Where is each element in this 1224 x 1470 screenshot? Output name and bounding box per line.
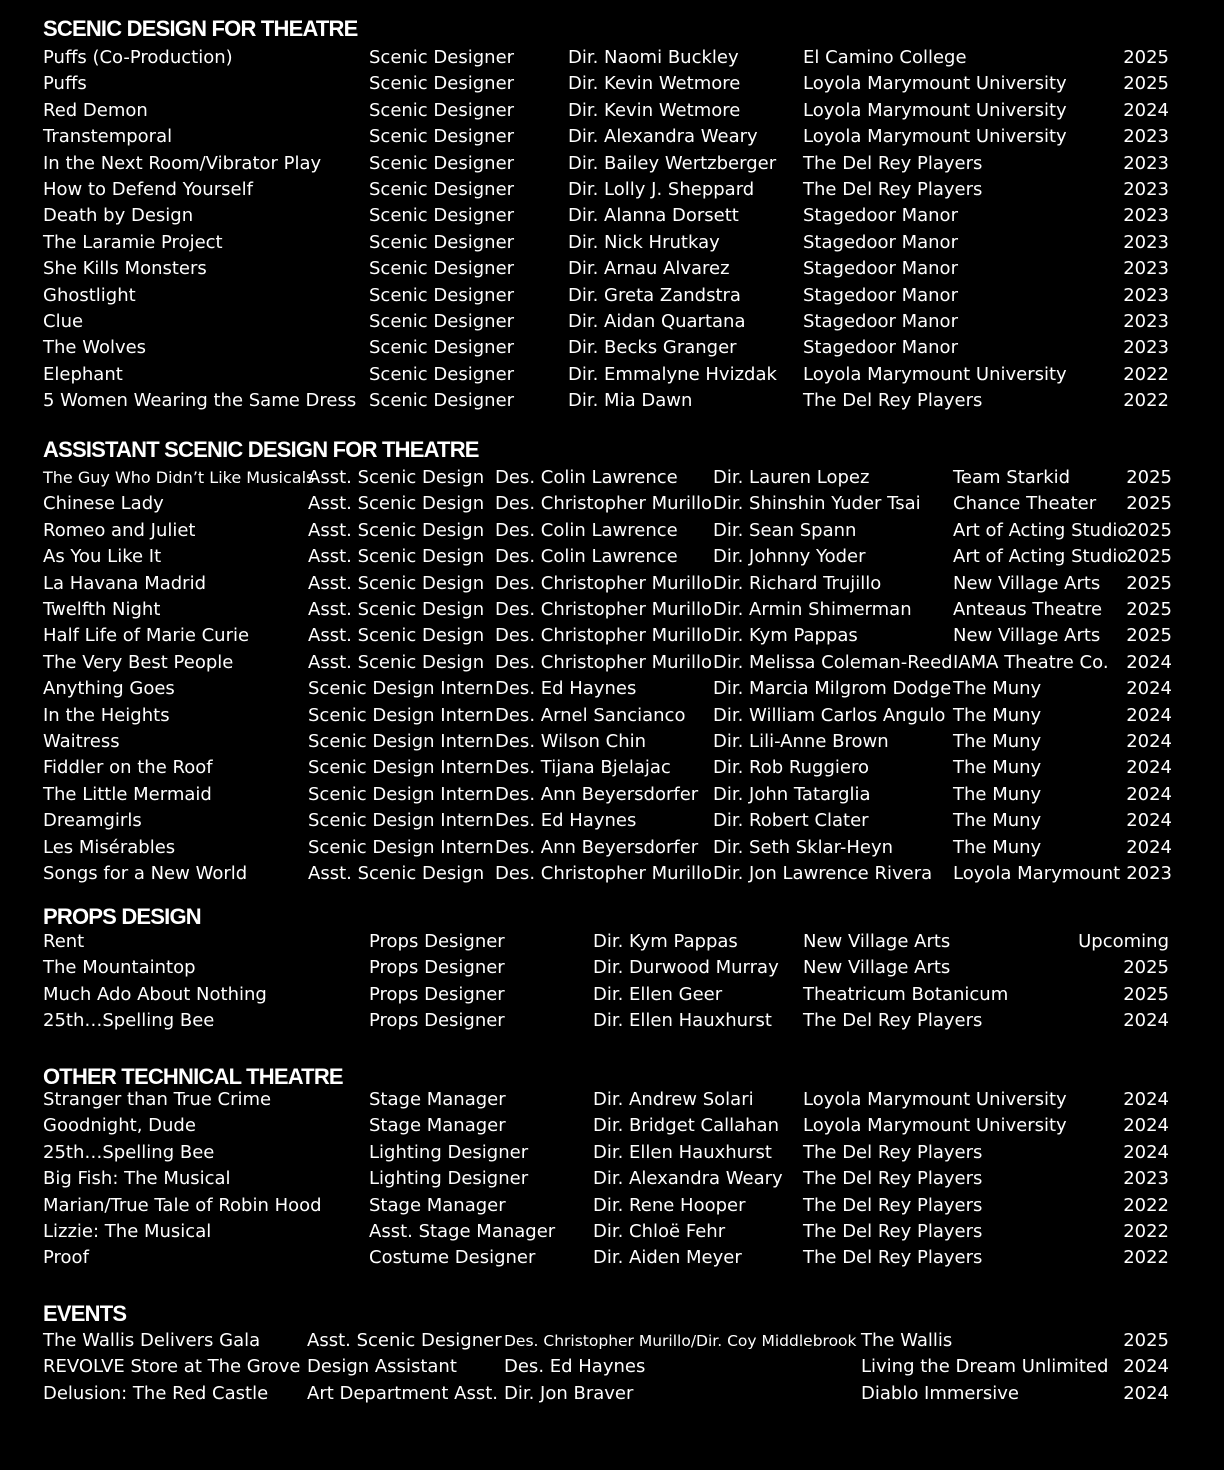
credit-venue: Loyola Marymount University: [803, 73, 1067, 95]
credit-role: Scenic Designer: [369, 258, 515, 280]
credit-year: 2025: [1123, 957, 1169, 979]
credit-designer: Des. Christopher Murillo: [495, 863, 712, 884]
credit-year: Upcoming: [1078, 931, 1169, 952]
credit-role: Scenic Design Intern: [308, 678, 494, 700]
credit-title: As You Like It: [43, 546, 162, 568]
credit-role: Asst. Scenic Design: [308, 599, 485, 620]
props-credit-row: [0, 982, 1224, 1008]
credit-designer: Des. Ed Haynes: [495, 678, 637, 700]
credit-venue: The Muny: [953, 836, 1042, 858]
credit-designer: Des. Colin Lawrence: [495, 519, 678, 541]
credit-role: Scenic Design Intern: [308, 704, 494, 726]
props-credit-row: [0, 1008, 1224, 1034]
credit-director: Dir. Lili-Anne Brown: [713, 731, 889, 752]
credit-role: Scenic Design Intern: [308, 836, 494, 858]
credit-venue: The Del Rey Players: [803, 179, 983, 200]
credit-title: Stranger than True Crime: [43, 1089, 272, 1110]
credit-director: Dir. Bailey Wertzberger: [568, 152, 777, 174]
credit-title: Clue: [43, 311, 84, 332]
credit-title: Lizzie: The Musical: [43, 1221, 212, 1242]
credit-role: Asst. Scenic Design: [308, 493, 485, 515]
credit-director: Dir. John Tatarglia: [713, 783, 871, 805]
scenic-credit-row: [0, 203, 1224, 229]
credit-title: Rent: [43, 931, 85, 952]
credit-title: Elephant: [43, 363, 123, 385]
credit-role: Art Department Asst.: [307, 1382, 498, 1404]
credit-venue: Anteaus Theatre: [953, 599, 1103, 620]
credit-venue: The Del Rey Players: [803, 1141, 983, 1163]
technical-credit-row: [0, 1087, 1224, 1113]
credit-role: Asst. Scenic Design: [308, 519, 485, 541]
credit-venue: Loyola Marymount University: [803, 363, 1067, 385]
credit-title: La Havana Madrid: [43, 572, 207, 594]
credit-title: Romeo and Juliet: [43, 519, 196, 541]
credit-venue: Stagedoor Manor: [803, 205, 958, 227]
scenic-credit-row: [0, 71, 1224, 97]
credit-role: Props Designer: [369, 983, 505, 1005]
assistant-heading: ASSISTANT SCENIC DESIGN FOR THEATRE: [43, 437, 479, 462]
credit-role: Scenic Designer: [369, 337, 515, 359]
credit-title: Delusion: The Red Castle: [43, 1382, 269, 1404]
scenic-credit-row: [0, 151, 1224, 177]
credit-year: 2022: [1123, 1194, 1169, 1216]
credit-venue: The Muny: [953, 678, 1042, 700]
credit-year: 2023: [1123, 258, 1169, 280]
assistant-credit-row: [0, 518, 1224, 544]
technical-heading: OTHER TECHNICAL THEATRE: [43, 1064, 343, 1089]
credit-director: Dir. Becks Granger: [568, 337, 737, 359]
credit-role: Scenic Designer: [369, 99, 515, 121]
credit-year: 2024: [1126, 810, 1172, 832]
credit-year: 2023: [1123, 231, 1169, 253]
credit-director: Dir. Seth Sklar-Heyn: [713, 836, 894, 858]
credit-director: Dir. Greta Zandstra: [568, 284, 741, 306]
credit-venue: The Del Rey Players: [803, 152, 983, 174]
scenic-credit-row: [0, 362, 1224, 388]
credit-year: 2025: [1123, 47, 1169, 68]
credit-designer: Des. Christopher Murillo: [495, 599, 712, 620]
credit-role: Asst. Scenic Design: [308, 546, 485, 568]
credit-title: Chinese Lady: [43, 493, 164, 515]
assistant-credit-row: [0, 465, 1224, 491]
credit-director: Dir. Shinshin Yuder Tsai: [713, 493, 921, 515]
credit-venue: New Village Arts: [803, 957, 951, 979]
credit-director: Dir. Arnau Alvarez: [568, 258, 730, 280]
credit-designer-director: Des. Christopher Murillo/Dir. Coy Middlebrook: [504, 1332, 857, 1350]
credit-venue: El Camino College: [803, 47, 967, 68]
credit-year: 2024: [1126, 651, 1172, 673]
credit-director: Dir. Durwood Murray: [593, 957, 779, 979]
credit-title: Goodnight, Dude: [43, 1115, 196, 1137]
credit-role: Scenic Design Intern: [308, 810, 494, 832]
credit-designer: Des. Arnel Sancianco: [495, 704, 686, 726]
credit-year: 2024: [1126, 704, 1172, 726]
credit-role: Asst. Scenic Designer: [307, 1330, 502, 1351]
credit-role: Stage Manager: [369, 1194, 506, 1216]
credit-venue: Stagedoor Manor: [803, 337, 958, 359]
credit-title: Puffs: [43, 73, 87, 95]
credit-director: Dir. Naomi Buckley: [568, 47, 739, 68]
credit-title: She Kills Monsters: [43, 258, 207, 280]
assistant-credit-row: [0, 491, 1224, 517]
credit-title: Dreamgirls: [43, 810, 142, 832]
credit-role: Scenic Designer: [369, 126, 515, 148]
credit-role: Scenic Designer: [369, 311, 515, 332]
credit-venue: The Muny: [953, 757, 1042, 779]
credit-year: 2022: [1123, 363, 1169, 385]
credit-role: Scenic Designer: [369, 231, 515, 253]
scenic-credit-row: [0, 98, 1224, 124]
credit-venue: New Village Arts: [803, 931, 951, 952]
credit-role: Scenic Designer: [369, 205, 515, 227]
credit-designer: Des. Tijana Bjelajac: [495, 757, 671, 779]
scenic-credit-row: [0, 388, 1224, 414]
credit-title: Songs for a New World: [43, 863, 248, 884]
credit-role: Props Designer: [369, 1010, 505, 1032]
assistant-credit-row: [0, 729, 1224, 755]
scenic-heading: SCENIC DESIGN FOR THEATRE: [43, 16, 358, 41]
credit-role: Costume Designer: [369, 1247, 536, 1269]
credit-year: 2023: [1123, 311, 1169, 332]
credit-venue: Chance Theater: [953, 493, 1097, 515]
credit-director: Dir. Ellen Hauxhurst: [593, 1010, 772, 1032]
assistant-credit-row: [0, 808, 1224, 834]
credit-year: 2024: [1126, 678, 1172, 700]
credit-title: In the Next Room/Vibrator Play: [43, 152, 322, 174]
credit-venue: The Del Rey Players: [803, 1194, 983, 1216]
scenic-credit-row: [0, 283, 1224, 309]
credit-role: Scenic Designer: [369, 73, 515, 95]
credit-role: Asst. Scenic Design: [308, 651, 485, 673]
credit-director: Dir. Richard Trujillo: [713, 572, 882, 594]
credit-role: Scenic Designer: [369, 152, 515, 174]
credit-role: Scenic Designer: [369, 363, 515, 385]
credit-director: Dir. Kym Pappas: [593, 931, 738, 952]
credit-director: Dir. Kevin Wetmore: [568, 99, 741, 121]
credit-director: Dir. Johnny Yoder: [713, 546, 866, 568]
credit-title: The Laramie Project: [43, 231, 223, 253]
credit-year: 2022: [1123, 1247, 1169, 1269]
credit-year: 2023: [1123, 179, 1169, 200]
credit-director: Dir. Alexandra Weary: [568, 126, 758, 148]
credit-year: 2024: [1123, 1115, 1169, 1137]
assistant-credit-row: [0, 703, 1224, 729]
credit-director: Dir. William Carlos Angulo: [713, 704, 946, 726]
credit-title: REVOLVE Store at The Grove: [43, 1356, 301, 1378]
credit-venue: The Muny: [953, 731, 1042, 752]
assistant-credit-row: [0, 650, 1224, 676]
credit-title: Much Ado About Nothing: [43, 983, 267, 1005]
credit-title: How to Defend Yourself: [43, 179, 253, 200]
credit-role: Asst. Scenic Design: [308, 625, 485, 647]
credit-director: Dir. Melissa Coleman-Reed: [713, 651, 953, 673]
credit-director: Dir. Bridget Callahan: [593, 1115, 779, 1137]
events-credit-row: [0, 1328, 1224, 1354]
credit-role: Lighting Designer: [369, 1141, 529, 1163]
credit-title: 5 Women Wearing the Same Dress: [43, 390, 357, 412]
credit-role: Lighting Designer: [369, 1168, 529, 1190]
assistant-credit-row: [0, 676, 1224, 702]
credit-venue: The Wallis: [861, 1330, 953, 1351]
credit-year: 2024: [1123, 1141, 1169, 1163]
credit-title: Anything Goes: [43, 678, 175, 700]
credit-title: Big Fish: The Musical: [43, 1168, 231, 1190]
credit-director: Dir. Lauren Lopez: [713, 467, 870, 488]
events-credit-row: [0, 1354, 1224, 1380]
credit-venue: Art of Acting Studio: [953, 519, 1129, 541]
assistant-credit-row: [0, 623, 1224, 649]
scenic-credit-row: [0, 335, 1224, 361]
credit-role: Scenic Design Intern: [308, 731, 494, 752]
credit-designer-director: Dir. Jon Braver: [504, 1382, 634, 1404]
scenic-credit-row: [0, 309, 1224, 335]
credit-venue: Loyola Marymount University: [803, 1115, 1067, 1137]
scenic-credit-row: [0, 177, 1224, 203]
credit-title: In the Heights: [43, 704, 170, 726]
credit-title: Ghostlight: [43, 284, 136, 306]
credit-venue: The Del Rey Players: [803, 390, 983, 412]
credit-director: Dir. Chloë Fehr: [593, 1221, 726, 1242]
credit-title: Les Misérables: [43, 836, 176, 858]
credit-role: Scenic Design Intern: [308, 783, 494, 805]
credit-venue: The Del Rey Players: [803, 1168, 983, 1190]
credit-year: 2024: [1126, 731, 1172, 752]
credit-designer: Des. Ed Haynes: [495, 810, 637, 832]
credit-year: 2025: [1123, 1330, 1169, 1351]
credit-year: 2023: [1126, 863, 1172, 884]
credit-venue: The Del Rey Players: [803, 1221, 983, 1242]
credit-title: 25th…Spelling Bee: [43, 1141, 215, 1163]
credit-director: Dir. Lolly J. Sheppard: [568, 179, 755, 200]
credit-venue: The Del Rey Players: [803, 1010, 983, 1032]
assistant-credit-row: [0, 571, 1224, 597]
credit-role: Scenic Designer: [369, 284, 515, 306]
credit-year: 2022: [1123, 390, 1169, 412]
credit-role: Asst. Scenic Design: [308, 467, 485, 488]
credit-role: Scenic Designer: [369, 179, 515, 200]
credit-director: Dir. Jon Lawrence Rivera: [713, 863, 933, 884]
scenic-credit-row: [0, 256, 1224, 282]
credit-year: 2025: [1126, 625, 1172, 647]
credit-year: 2024: [1123, 1356, 1169, 1378]
credit-title: The Wallis Delivers Gala: [43, 1330, 261, 1351]
credit-director: Dir. Rene Hooper: [593, 1194, 746, 1216]
credit-designer: Des. Colin Lawrence: [495, 467, 678, 488]
technical-credit-row: [0, 1219, 1224, 1245]
credit-role: Scenic Designer: [369, 47, 515, 68]
credit-director: Dir. Kevin Wetmore: [568, 73, 741, 95]
credit-title: The Guy Who Didn’t Like Musicals: [43, 468, 315, 487]
credit-venue: Diablo Immersive: [861, 1382, 1020, 1404]
credit-year: 2025: [1126, 519, 1172, 541]
credit-director: Dir. Marcia Milgrom Dodge: [713, 678, 952, 700]
credit-designer: Des. Ann Beyersdorfer: [495, 783, 699, 805]
credit-venue: Living the Dream Unlimited: [861, 1356, 1109, 1378]
props-heading: PROPS DESIGN: [43, 904, 201, 929]
credit-role: Props Designer: [369, 957, 505, 979]
scenic-credit-row: [0, 230, 1224, 256]
credit-title: 25th…Spelling Bee: [43, 1010, 215, 1032]
assistant-credit-row: [0, 597, 1224, 623]
credit-venue: Theatricum Botanicum: [803, 983, 1009, 1005]
events-credit-row: [0, 1381, 1224, 1407]
credit-venue: Loyola Marymount University: [803, 99, 1067, 121]
credit-designer: Des. Wilson Chin: [495, 731, 647, 752]
credit-director: Dir. Mia Dawn: [568, 390, 693, 412]
credit-designer: Des. Ann Beyersdorfer: [495, 836, 699, 858]
credit-title: Marian/True Tale of Robin Hood: [43, 1194, 322, 1216]
credit-year: 2024: [1126, 836, 1172, 858]
credit-title: Fiddler on the Roof: [43, 757, 213, 779]
technical-credit-row: [0, 1113, 1224, 1139]
assistant-credit-row: [0, 835, 1224, 861]
credit-venue: The Muny: [953, 783, 1042, 805]
credit-venue: The Muny: [953, 704, 1042, 726]
credit-title: Proof: [43, 1247, 89, 1269]
technical-credit-row: [0, 1140, 1224, 1166]
credit-venue: Loyola Marymount: [953, 863, 1121, 884]
credit-director: Dir. Aidan Quartana: [568, 311, 746, 332]
assistant-credit-row: [0, 782, 1224, 808]
credit-role: Stage Manager: [369, 1115, 506, 1137]
technical-credit-row: [0, 1245, 1224, 1271]
credit-title: Death by Design: [43, 205, 194, 227]
credit-role: Stage Manager: [369, 1089, 506, 1110]
credit-role: Design Assistant: [307, 1356, 457, 1378]
credit-year: 2024: [1123, 1089, 1169, 1110]
props-credit-row: [0, 929, 1224, 955]
credit-year: 2024: [1123, 1010, 1169, 1032]
credit-year: 2025: [1123, 983, 1169, 1005]
events-heading: EVENTS: [43, 1301, 127, 1326]
credit-role: Asst. Stage Manager: [369, 1221, 556, 1242]
credit-role: Asst. Scenic Design: [308, 863, 485, 884]
credit-year: 2023: [1123, 205, 1169, 227]
credit-venue: Art of Acting Studio: [953, 546, 1129, 568]
credit-role: Props Designer: [369, 931, 505, 952]
credit-director: Dir. Armin Shimerman: [713, 599, 912, 620]
assistant-credit-row: [0, 544, 1224, 570]
credit-director: Dir. Ellen Hauxhurst: [593, 1141, 772, 1163]
credit-title: Red Demon: [43, 99, 148, 121]
credit-venue: The Muny: [953, 810, 1042, 832]
credit-venue: The Del Rey Players: [803, 1247, 983, 1269]
credit-director: Dir. Rob Ruggiero: [713, 757, 869, 779]
credit-year: 2023: [1123, 126, 1169, 148]
scenic-credit-row: [0, 45, 1224, 71]
credit-director: Dir. Robert Clater: [713, 810, 869, 832]
credit-title: The Wolves: [43, 337, 147, 359]
credit-role: Scenic Designer: [369, 390, 515, 412]
credit-director: Dir. Sean Spann: [713, 519, 857, 541]
credit-title: Puffs (Co-Production): [43, 47, 233, 68]
credit-year: 2023: [1123, 284, 1169, 306]
credit-year: 2024: [1126, 757, 1172, 779]
credit-title: The Mountaintop: [43, 957, 196, 979]
technical-credit-row: [0, 1166, 1224, 1192]
credit-director: Dir. Kym Pappas: [713, 625, 858, 647]
credit-director: Dir. Nick Hrutkay: [568, 231, 720, 253]
credit-year: 2024: [1123, 99, 1169, 121]
credit-venue: New Village Arts: [953, 625, 1101, 647]
credit-year: 2025: [1126, 467, 1172, 488]
credit-title: The Little Mermaid: [43, 783, 212, 805]
credit-designer-director: Des. Ed Haynes: [504, 1356, 646, 1378]
credit-title: Transtemporal: [43, 126, 173, 148]
credit-year: 2023: [1123, 1168, 1169, 1190]
credit-designer: Des. Christopher Murillo: [495, 493, 712, 515]
assistant-credit-row: [0, 755, 1224, 781]
credit-title: The Very Best People: [43, 651, 234, 673]
credit-designer: Des. Christopher Murillo: [495, 572, 712, 594]
credit-year: 2025: [1123, 73, 1169, 95]
scenic-credit-row: [0, 124, 1224, 150]
technical-credit-row: [0, 1193, 1224, 1219]
credit-director: Dir. Ellen Geer: [593, 983, 723, 1005]
credit-director: Dir. Alexandra Weary: [593, 1168, 783, 1190]
credit-year: 2022: [1123, 1221, 1169, 1242]
credit-title: Waitress: [43, 731, 120, 752]
credit-year: 2025: [1126, 599, 1172, 620]
credit-venue: Team Starkid: [953, 467, 1071, 488]
credit-venue: Stagedoor Manor: [803, 311, 958, 332]
credit-director: Dir. Emmalyne Hvizdak: [568, 363, 777, 385]
credit-year: 2025: [1126, 493, 1172, 515]
credit-role: Scenic Design Intern: [308, 757, 494, 779]
credit-title: Twelfth Night: [43, 599, 161, 620]
credit-year: 2025: [1126, 572, 1172, 594]
credit-venue: Loyola Marymount University: [803, 1089, 1067, 1110]
credit-year: 2025: [1126, 546, 1172, 568]
credit-venue: New Village Arts: [953, 572, 1101, 594]
credit-venue: Loyola Marymount University: [803, 126, 1067, 148]
credit-year: 2024: [1126, 783, 1172, 805]
credit-designer: Des. Colin Lawrence: [495, 546, 678, 568]
credit-year: 2024: [1123, 1382, 1169, 1404]
credit-venue: Stagedoor Manor: [803, 231, 958, 253]
credit-designer: Des. Christopher Murillo: [495, 651, 712, 673]
credit-venue: Stagedoor Manor: [803, 258, 958, 280]
credit-venue: Stagedoor Manor: [803, 284, 958, 306]
props-credit-row: [0, 955, 1224, 981]
credit-venue: IAMA Theatre Co.: [953, 651, 1109, 673]
credit-director: Dir. Alanna Dorsett: [568, 205, 739, 227]
credit-title: Half Life of Marie Curie: [43, 625, 250, 647]
credit-year: 2023: [1123, 152, 1169, 174]
credit-role: Asst. Scenic Design: [308, 572, 485, 594]
credit-director: Dir. Andrew Solari: [593, 1089, 754, 1110]
credit-director: Dir. Aiden Meyer: [593, 1247, 742, 1269]
assistant-credit-row: [0, 861, 1224, 887]
credit-year: 2023: [1123, 337, 1169, 359]
credit-designer: Des. Christopher Murillo: [495, 625, 712, 647]
